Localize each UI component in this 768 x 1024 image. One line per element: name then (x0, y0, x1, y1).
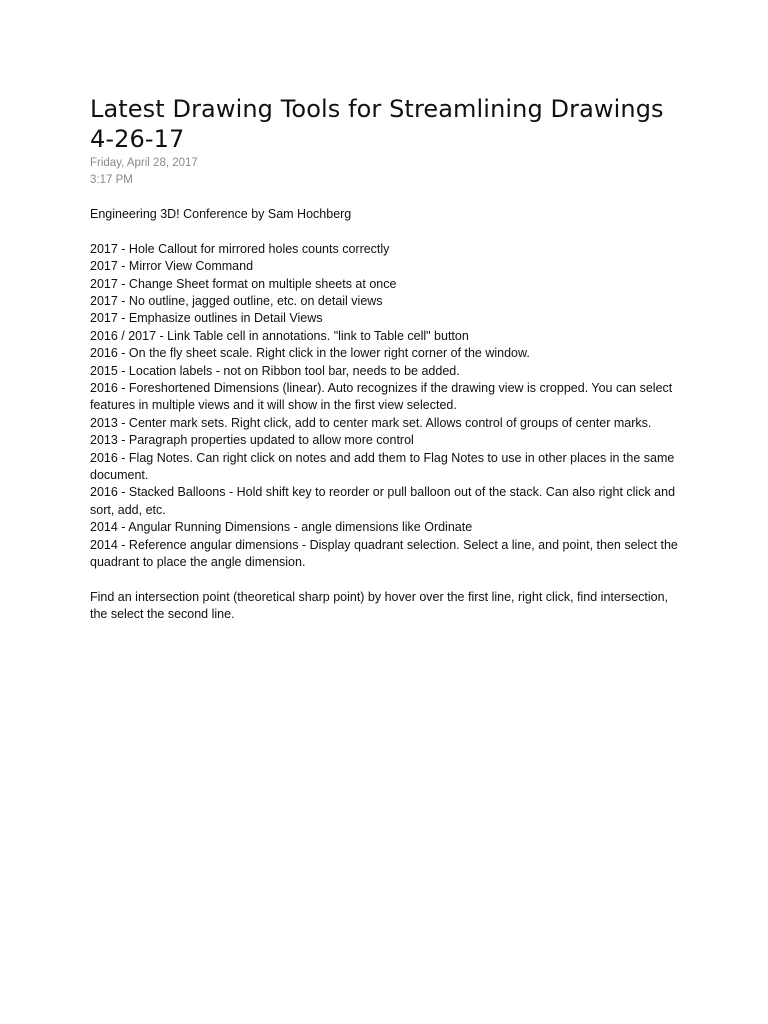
page-time: 3:17 PM (90, 174, 133, 186)
note-item: 2013 - Center mark sets. Right click, add to center mark set. Allows control of groups of center marks. (90, 415, 652, 430)
intro-paragraph: Engineering 3D! Conference by Sam Hochberg (90, 207, 352, 221)
page-title: Latest Drawing Tools for Streamlining Drawings 4-26-17 (90, 95, 664, 153)
note-item: 2014 - Reference angular dimensions - Display quadrant selection. Select a line, and point, then select the quadrant to place the angle dimension. (90, 537, 678, 570)
note-item: 2017 - Emphasize outlines in Detail Views (90, 311, 323, 326)
note-item: 2015 - Location labels - not on Ribbon tool bar, needs to be added. (90, 363, 460, 378)
note-item: 2017 - Hole Callout for mirrored holes counts correctly (90, 241, 390, 256)
note-item: 2016 - Foreshortened Dimensions (linear). Auto recognizes if the drawing view is cropped. You can select features in multiple views and it will show in the first view selected. (90, 381, 673, 413)
closing-paragraph: Find an intersection point (theoretical sharp point) by hover over the first line, right click, find intersection, the select the second line. (90, 589, 669, 622)
page-date: Friday, April 28, 2017 (90, 157, 198, 169)
note-item: 2017 - Mirror View Command (90, 259, 254, 274)
note-item: 2016 - On the fly sheet scale. Right click in the lower right corner of the window. (90, 346, 530, 361)
note-item: 2014 - Angular Running Dimensions - angle dimensions like Ordinate (90, 520, 473, 535)
notes-list (90, 241, 680, 572)
note-item: 2016 - Flag Notes. Can right click on notes and add them to Flag Notes to use in other places in the same document. (90, 450, 675, 483)
note-item: 2017 - No outline, jagged outline, etc. on detail views (90, 294, 383, 309)
note-item: 2016 / 2017 - Link Table cell in annotations. "link to Table cell" button (90, 328, 469, 343)
note-item: 2016 - Stacked Balloons - Hold shift key to reorder or pull balloon out of the stack. Can also right click and sort, add, etc. (90, 485, 676, 517)
note-item: 2017 - Change Sheet format on multiple sheets at once (90, 276, 397, 291)
note-page (90, 94, 680, 624)
note-item: 2013 - Paragraph properties updated to allow more control (90, 433, 414, 448)
